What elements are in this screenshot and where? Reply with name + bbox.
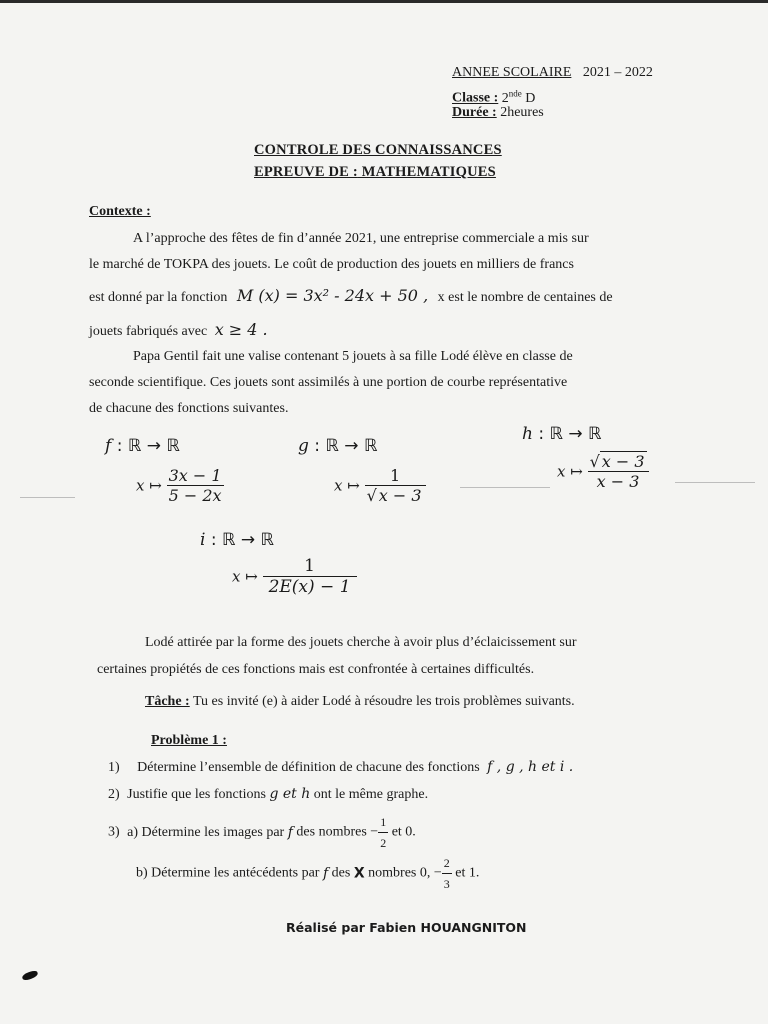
problem-heading: Problème 1 : [151, 733, 227, 748]
duration-label: Durée : [452, 105, 497, 120]
school-year-label: ANNEE SCOLAIRE [452, 65, 572, 80]
school-year-line [452, 64, 653, 82]
function-h-declaration: h : ℝ → ℝ [522, 424, 602, 444]
class-label: Classe : [452, 90, 499, 106]
context-heading: Contexte : [89, 204, 151, 219]
task-label: Tâche : [145, 694, 190, 709]
context-p2-line2: seconde scientifique. Ces jouets sont assimilés à une portion de courbe représentative [89, 375, 568, 390]
function-h-fraction: $\frac{√ x - 3}{x - 3}$ [588, 452, 649, 491]
exam-title: CONTROLE DES CONNAISSANCES [254, 142, 502, 158]
question-1: 1) Détermine l’ensemble de définition de chacune des fonctions f , g , h et i . [108, 759, 574, 775]
school-year-value: 2021 – 2022 [582, 65, 653, 80]
function-f-declaration: f : ℝ → ℝ [105, 436, 180, 456]
function-g-declaration: g : ℝ → ℝ [298, 436, 378, 456]
exam-subject: EPREUVE DE : MATHEMATIQUES [254, 164, 496, 180]
fraction-minus-two-thirds: $\frac{2}{3}$ [442, 853, 452, 894]
question-3b: b) Détermine les antécédents par f des X nombres 0, − $\frac{2}{3}$ et 1. [136, 853, 479, 894]
question-3a: 3) a) Détermine les images par f des nombres − $\frac{1}{2}$ et 0. [108, 812, 416, 853]
condition-formula: x ≥ 4 . [214, 320, 268, 339]
author-credit: Réalisé par Fabien HOUANGNITON [286, 920, 527, 935]
function-i-declaration: i : ℝ → ℝ [200, 530, 274, 550]
function-f-fraction: $\frac{3x - 1}{5 - 2x}$ [168, 466, 222, 505]
function-g-mapping: x ↦ $\frac{1}{√ x - 3}$ [334, 466, 426, 505]
function-i-fraction: $\frac{1}{2E(x) - 1}$ [263, 556, 357, 597]
context-p1-line2: le marché de TOKPA des jouets. Le coût de production des jouets en milliers de francs [89, 257, 574, 272]
function-h-mapping: x ↦ $\frac{√ x - 3}{x - 3}$ [557, 452, 649, 491]
duration-value: 2heures [496, 105, 544, 120]
scan-mark [675, 482, 755, 483]
function-f-mapping: x ↦ $\frac{3x - 1}{5 - 2x}$ [136, 466, 222, 505]
context-p1-line1: A l’approche des fêtes de fin d’année 2021, une entreprise commerciale a mis sur [133, 231, 589, 246]
context-p2-line1: Papa Gentil fait une valise contenant 5 jouets à sa fille Lodé élève en classe de [133, 349, 573, 364]
scan-mark [460, 487, 550, 488]
duration-line [452, 104, 544, 122]
function-i-mapping: x ↦ $\frac{1}{2E(x) - 1}$ [232, 556, 357, 597]
ink-mark [21, 970, 38, 982]
context-p2-line3: de chacune des fonctions suivantes. [89, 401, 289, 416]
body-line1: Lodé attirée par la forme des jouets cherche à avoir plus d’éclaicissement sur [145, 635, 577, 650]
fraction-minus-one-half: $\frac{1}{2}$ [378, 812, 388, 853]
task-line [145, 692, 575, 712]
cost-function-formula: M (x) = 3x² - 24x + 50 , [236, 286, 429, 305]
task-text: Tu es invité (e) à aider Lodé à résoudre les trois problèmes suivants. [189, 694, 575, 709]
function-g-fraction: $\frac{1}{√ x - 3}$ [365, 466, 426, 505]
scan-mark [20, 497, 75, 498]
crossed-out-mark: X [353, 865, 365, 882]
context-p1-line3: est donné par la fonction M (x) = 3x² - 24x + 50 , x est le nombre de centaines de [89, 286, 613, 305]
class-value: 2nde D [501, 88, 536, 106]
body-line2: certaines propiétés de ces fonctions mais est confrontée à certaines difficultés. [97, 662, 535, 677]
top-border [0, 0, 768, 3]
context-p1-line4: jouets fabriqués avec x ≥ 4 . [89, 320, 268, 339]
question-2: 2) Justifie que les fonctions g et h ont le même graphe. [108, 786, 429, 802]
